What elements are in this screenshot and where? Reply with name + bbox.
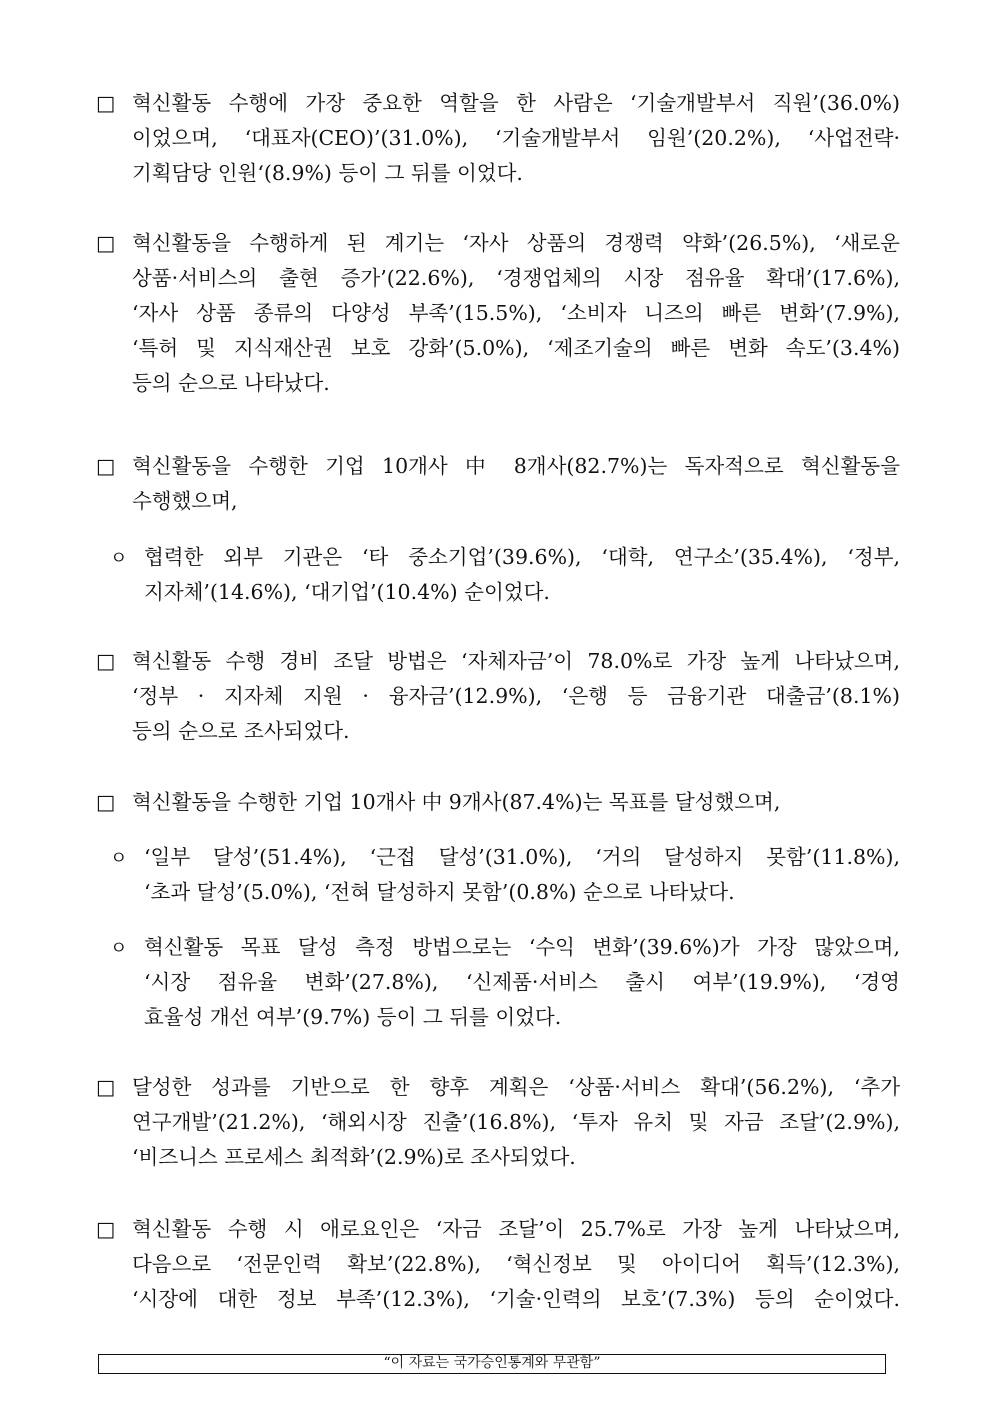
paragraph-line: 혁신활동 수행 경비 조달 방법은 ‘자체자금’이 78.0%로 가장 높게 나타났으며, <box>132 649 900 673</box>
box-bullet-item <box>96 644 900 749</box>
box-bullet-item <box>96 226 900 401</box>
box-bullet-icon: □ <box>96 231 116 255</box>
paragraph-line: 혁신활동을 수행한 기업 10개사 中 9개사(87.4%)는 목표를 달성했으며, <box>132 790 781 814</box>
paragraph-line: 혁신활동 수행에 가장 중요한 역할을 한 사람은 ‘기술개발부서 직원’(36.0%) <box>132 91 900 115</box>
paragraph-line: ‘정부 · 지자체 지원 · 융자금’(12.9%), ‘은행 등 금융기관 대출금’(8.1%) <box>132 684 900 708</box>
paragraph-line: 혁신활동 수행 시 애로요인은 ‘자금 조달’이 25.7%로 가장 높게 나타났으며, <box>132 1217 900 1241</box>
box-bullet-icon: □ <box>96 649 116 673</box>
box-bullet-icon: □ <box>96 1075 116 1099</box>
paragraph-line: ‘시장 점유율 변화’(27.8%), ‘신제품·서비스 출시 여부’(19.9%), ‘경영 <box>144 970 900 994</box>
box-bullet-icon: □ <box>96 454 116 478</box>
circle-bullet-item <box>110 840 900 910</box>
circle-bullet-icon: ㅇ <box>110 938 128 959</box>
circle-bullet-icon: ㅇ <box>110 548 128 569</box>
paragraph-line: ‘시장에 대한 정보 부족’(12.3%), ‘기술·인력의 보호’(7.3%) 등의 순이었다. <box>132 1287 900 1311</box>
paragraph-line: 수행했으며, <box>132 489 238 513</box>
paragraph-line: 혁신활동을 수행하게 된 계기는 ‘자사 상품의 경쟁력 약화’(26.5%), ‘새로운 <box>132 231 900 255</box>
paragraph-line: 연구개발’(21.2%), ‘해외시장 진출’(16.8%), ‘투자 유치 및 자금 조달’(2.9%), <box>132 1110 900 1134</box>
paragraph-line: 기획담당 인원‘(8.9%) 등이 그 뒤를 이었다. <box>132 161 523 185</box>
box-bullet-icon: □ <box>96 91 116 115</box>
paragraph-line: ‘비즈니스 프로세스 최적화’(2.9%)로 조사되었다. <box>132 1145 576 1169</box>
box-bullet-icon: □ <box>96 790 116 814</box>
box-bullet-item <box>96 785 900 820</box>
box-bullet-icon: □ <box>96 1217 116 1241</box>
paragraph-line: 효율성 개선 여부’(9.7%) 등이 그 뒤를 이었다. <box>144 1005 562 1029</box>
paragraph-line: 혁신활동 목표 달성 측정 방법으로는 ‘수익 변화’(39.6%)가 가장 많았으며, <box>144 935 900 959</box>
paragraph-line: 다음으로 ‘전문인력 확보’(22.8%), ‘혁신정보 및 아이디어 획득’(12.3%), <box>132 1252 900 1276</box>
paragraph-line: 상품·서비스의 출현 증가’(22.6%), ‘경쟁업체의 시장 점유율 확대’(17.6%), <box>132 266 900 290</box>
circle-bullet-icon: ㅇ <box>110 848 128 869</box>
paragraph-line: 이었으며, ‘대표자(CEO)’(31.0%), ‘기술개발부서 임원’(20.2%), ‘사업전략· <box>132 126 900 150</box>
circle-bullet-item <box>110 540 900 610</box>
box-bullet-item <box>96 449 900 519</box>
box-bullet-item <box>96 1212 900 1317</box>
paragraph-line: ‘자사 상품 종류의 다양성 부족’(15.5%), ‘소비자 니즈의 빠른 변화’(7.9%), <box>132 301 900 325</box>
paragraph-line: 등의 순으로 나타났다. <box>132 371 330 395</box>
circle-bullet-item <box>110 930 900 1035</box>
paragraph-line: ‘특허 및 지식재산권 보호 강화’(5.0%), ‘제조기술의 빠른 변화 속도’(3.4%) <box>132 336 900 360</box>
paragraph-line: ‘일부 달성’(51.4%), ‘근접 달성’(31.0%), ‘거의 달성하지 못함’(11.8%), <box>144 845 900 869</box>
footer-disclaimer: “이 자료는 국가승인통계와 무관함” <box>98 1354 886 1374</box>
paragraph-line: 등의 순으로 조사되었다. <box>132 719 350 743</box>
paragraph-line: ‘초과 달성’(5.0%), ‘전혀 달성하지 못함’(0.8%) 순으로 나타났다. <box>144 880 735 904</box>
box-bullet-item <box>96 86 900 191</box>
box-bullet-item <box>96 1070 900 1175</box>
paragraph-line: 달성한 성과를 기반으로 한 향후 계획은 ‘상품·서비스 확대’(56.2%), ‘추가 <box>132 1075 900 1099</box>
paragraph-line: 혁신활동을 수행한 기업 10개사 中 8개사(82.7%)는 독자적으로 혁신활동을 <box>132 454 900 478</box>
paragraph-line: 지자체’(14.6%), ‘대기업’(10.4%) 순이었다. <box>144 580 550 604</box>
paragraph-line: 협력한 외부 기관은 ‘타 중소기업’(39.6%), ‘대학, 연구소’(35.4%), ‘정부, <box>144 545 900 569</box>
